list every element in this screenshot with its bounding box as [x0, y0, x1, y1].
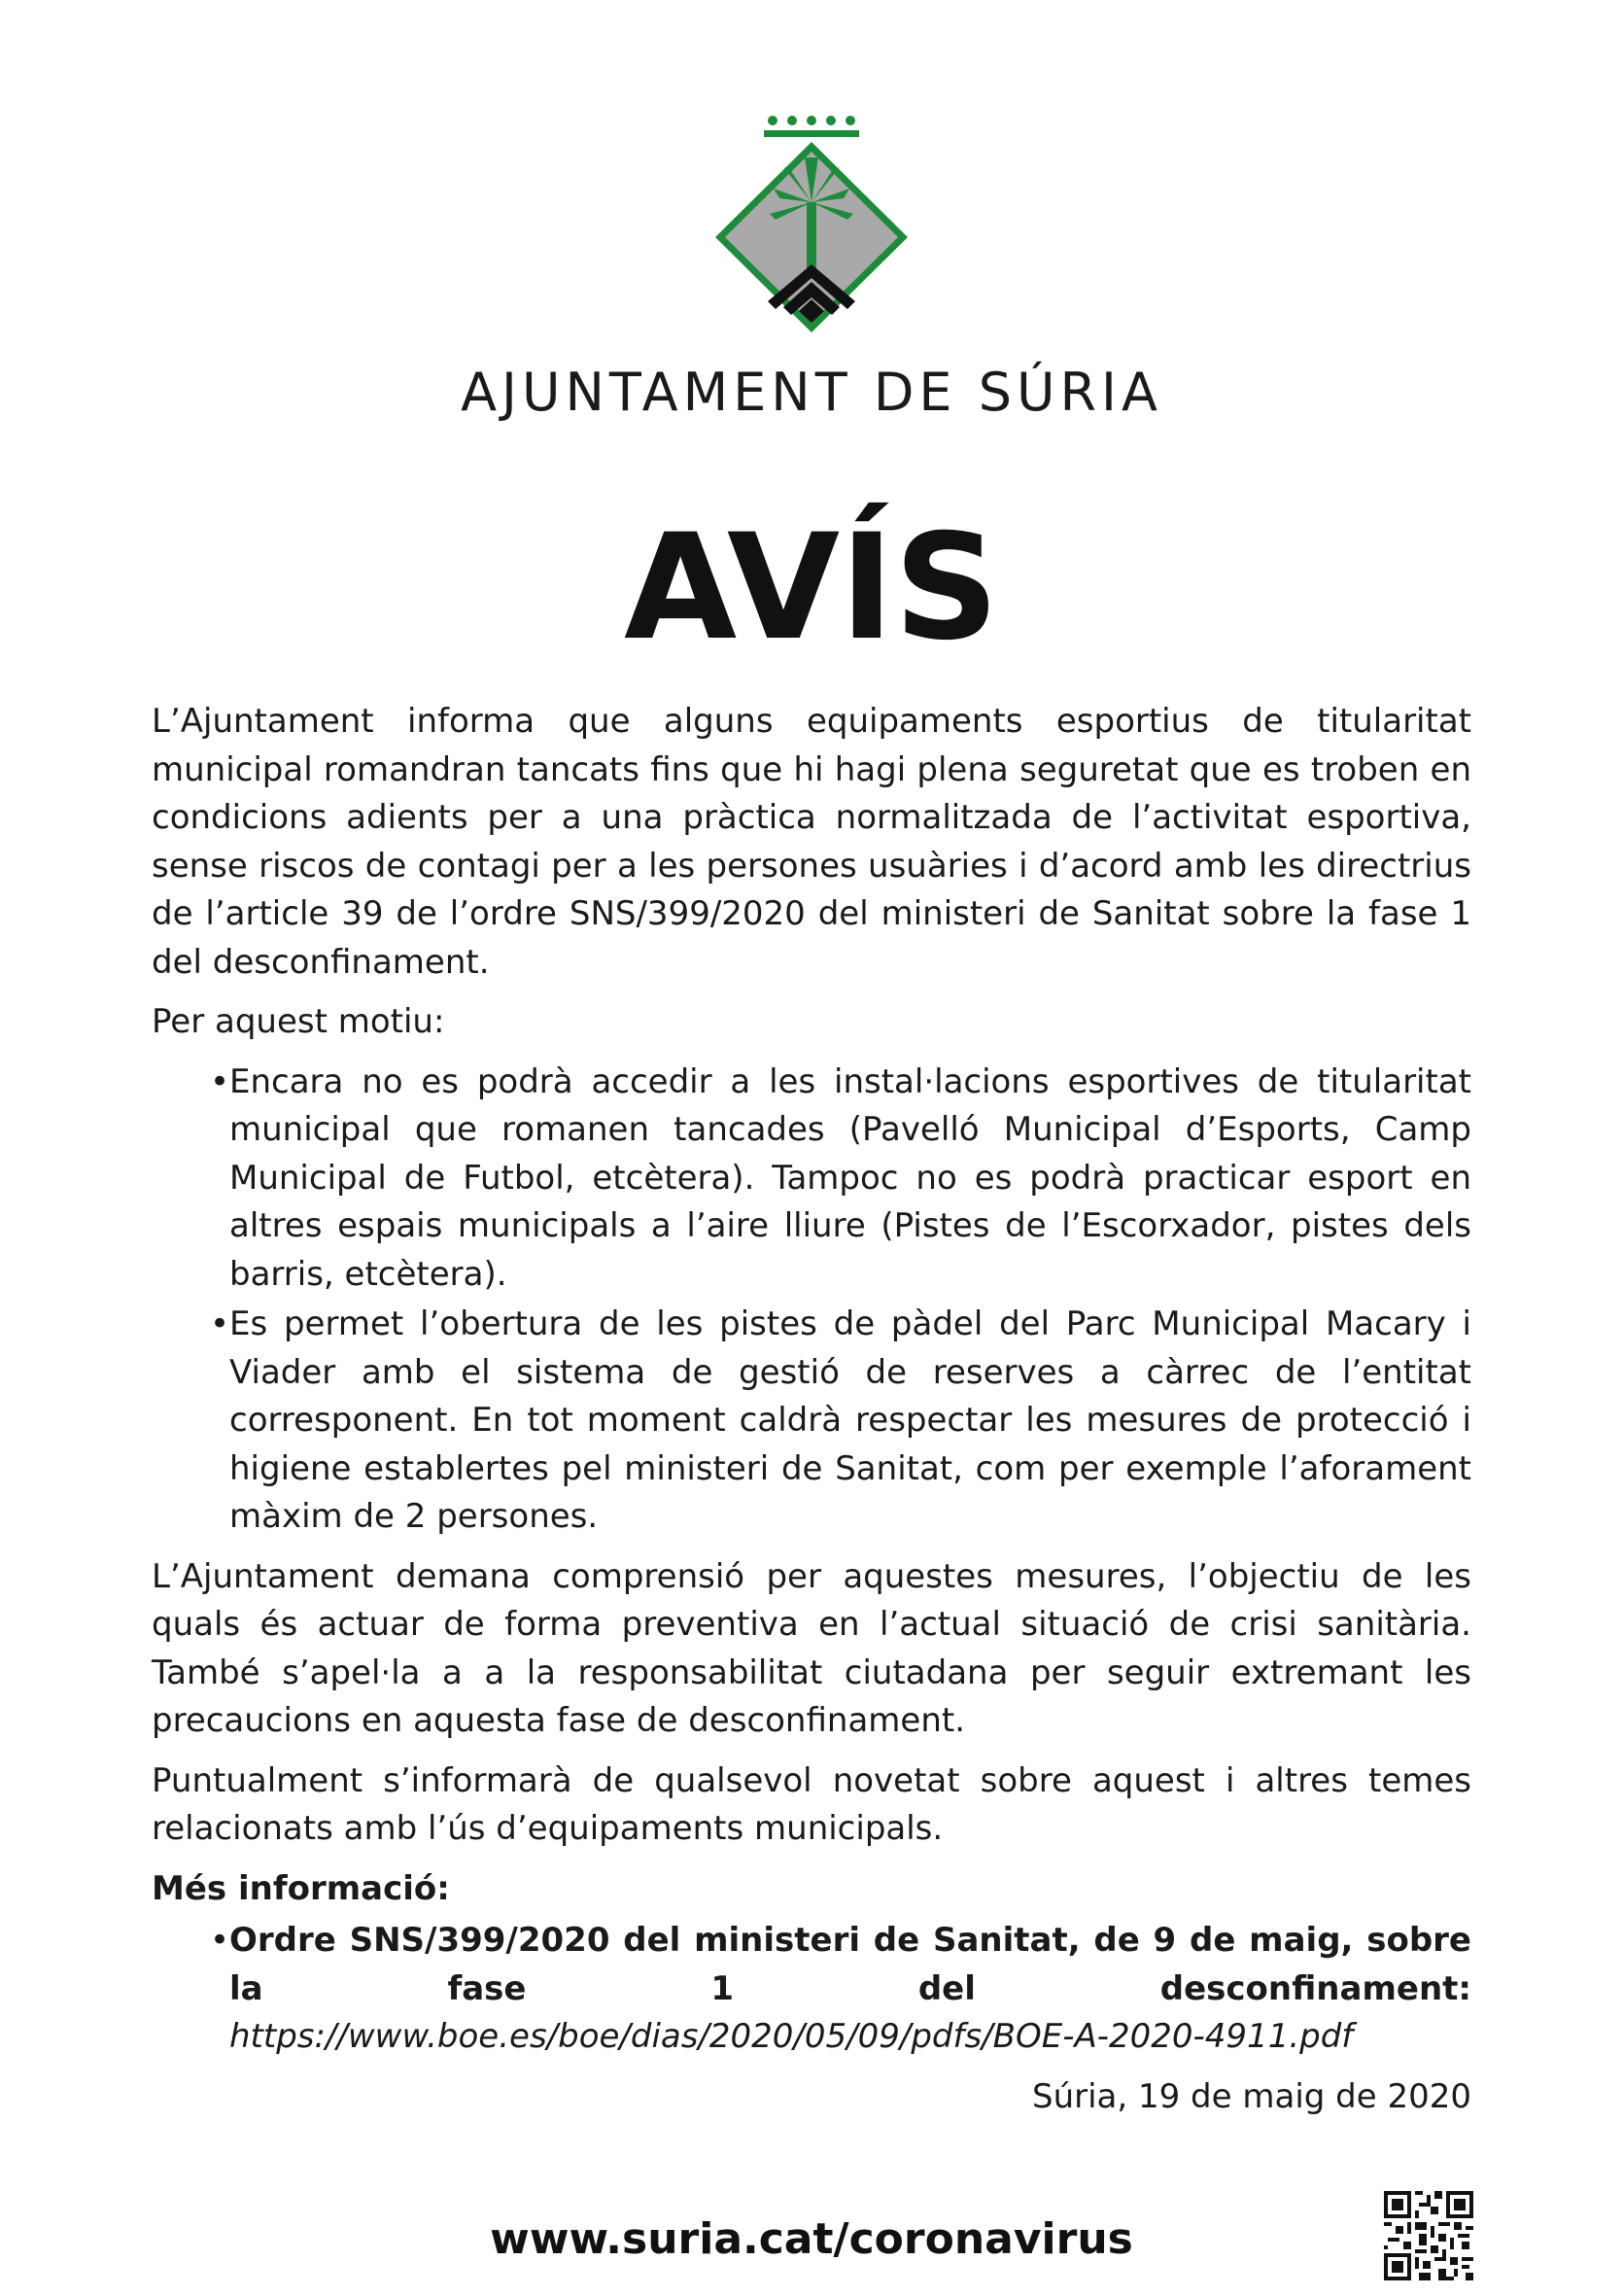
reason-lead: Per aquest motiu: — [152, 1002, 445, 1041]
org-name: AJUNTAMENT DE SÚRIA — [461, 362, 1162, 423]
notice-title: AVÍS — [624, 504, 999, 673]
bullet-icon: • — [210, 1061, 230, 1101]
list-item — [152, 1301, 1471, 1542]
reference-item — [152, 1917, 1471, 2062]
notice-body — [152, 698, 1471, 2121]
closing-paragraph-2: Puntualment s’informarà de qualsevol novetat sobre aquest i altres temes relacionats amb l’ús d’equipaments municipals. — [152, 1760, 1471, 1848]
reference-title: Ordre SNS/399/2020 del ministeri de Sanitat, de 9 de maig, sobre la fase 1 del desconfinament: — [229, 1921, 1471, 2008]
qr-code-icon — [1384, 2191, 1473, 2280]
municipal-coat-of-arms-icon — [704, 109, 919, 332]
closing-paragraph-1: L’Ajuntament demana comprensió per aquestes mesures, l’objectiu de les quals és actuar de forma preventiva en l’actual situació de crisi sanitària. També s’apel·la a a la responsabilitat ciutadana per seguir extremant les precaucions en aquesta fase de desconfinament. — [152, 1556, 1471, 1740]
reference-list — [152, 1917, 1471, 2062]
bullet-icon: • — [210, 1921, 230, 1960]
intro-paragraph: L’Ajuntament informa que alguns equipaments esportius de titularitat municipal romandran tancats fins que hi hagi plena seguretat que es troben en condicions adients per a una pràctica normalitzada de l’activitat esportiva, sense riscos de contagi per a les persones usuàries i d’acord amb les directrius de l’article 39 de l’ordre SNS/399/2020 del ministeri de Sanitat sobre la fase 1 del desconfinament. — [152, 702, 1471, 982]
bullet-text: Es permet l’obertura de les pistes de pàdel del Parc Municipal Macary i Viader amb el sistema de gestió de reserves a càrrec de l’entitat corresponent. En tot moment caldrà respectar les mesures de protecció i higiene establertes pel ministeri de Sanitat, com per exemple l’aforament màxim de 2 persones. — [229, 1305, 1471, 1536]
more-info-title: Més informació: — [152, 1868, 450, 1908]
footer-url[interactable]: www.suria.cat/coronavirus — [490, 2214, 1133, 2264]
date-line: Súria, 19 de maig de 2020 — [1031, 2076, 1471, 2116]
reference-link[interactable]: https://www.boe.es/boe/dias/2020/05/09/pdfs/BOE-A-2020-4911.pdf — [229, 2017, 1354, 2056]
measures-list — [152, 1059, 1471, 1542]
bullet-text: Encara no es podrà accedir a les instal·lacions esportives de titularitat municipal que romanen tancades (Pavelló Municipal d’Esports, Camp Municipal de Futbol, etcètera). Tampoc no es podrà practicar esport en altres espais municipals a l’aire lliure (Pistes de l’Escorxador, pistes dels barris, etcètera). — [229, 1061, 1471, 1294]
list-item — [152, 1059, 1471, 1300]
bullet-icon: • — [210, 1305, 230, 1343]
